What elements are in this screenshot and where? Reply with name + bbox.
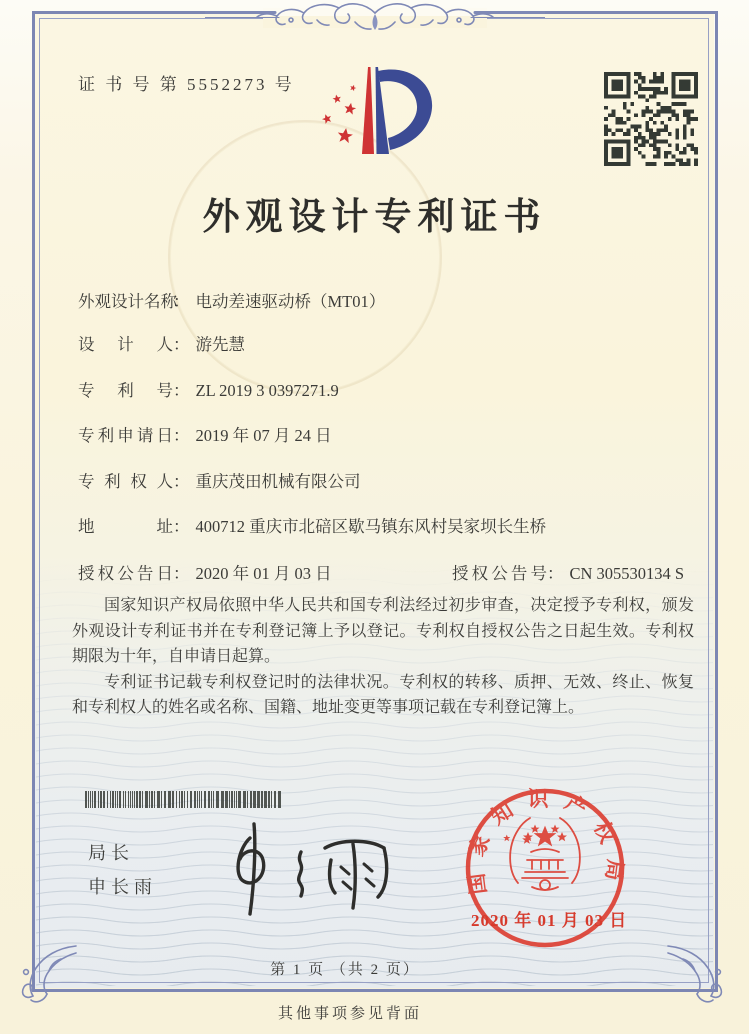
field-value: 2019 年 07 月 24 日	[195, 426, 332, 445]
field-address	[78, 513, 546, 537]
national-emblem-icon	[503, 818, 580, 890]
legal-paragraph-1: 国家知识产权局依照中华人民共和国专利法经过初步审查，决定授予专利权，颁发外观设计专利证书并在专利登记簿上予以登记。专利权自授权公告之日起生效。专利权期限为十年，自申请日起算。	[72, 597, 694, 665]
top-flourish-ornament-icon	[205, 0, 545, 36]
field-label: 外观设计名称	[78, 292, 177, 311]
field-label: 专利权人	[78, 472, 173, 491]
field-design-name	[78, 288, 385, 312]
field-label: 授权公告日	[78, 564, 173, 583]
field-value: 电动差速驱动桥（MT01）	[195, 292, 386, 311]
field-patentee	[78, 468, 361, 492]
legal-paragraph-2: 专利证书记载专利权登记时的法律状况。专利权的转移、质押、无效、终止、恢复和专利权人的姓名或名称、国籍、地址变更等事项记载在专利登记簿上。	[72, 673, 694, 716]
field-grant-date	[78, 564, 332, 583]
colon: ：	[547, 564, 564, 583]
colon: ：	[173, 292, 190, 311]
signer-name: 申长雨	[88, 877, 157, 897]
field-value: 400712 重庆市北碚区歇马镇东风村吴家坝长生桥	[195, 517, 547, 536]
barcode-icon	[85, 791, 285, 808]
colon: ：	[173, 517, 190, 536]
field-value: 游先慧	[195, 335, 245, 354]
field-label: 专利申请日	[78, 426, 173, 445]
field-filing-date	[78, 422, 332, 446]
back-note: 其他事项参见背面	[277, 1006, 422, 1022]
field-value: 2020 年 01 月 03 日	[195, 564, 332, 583]
field-value: ZL 2019 3 0397271.9	[195, 381, 339, 400]
field-patent-number	[78, 377, 339, 401]
field-designer	[78, 331, 245, 355]
page-number: 第 1 页 （共 2 页）	[270, 962, 420, 978]
field-value: CN 305530134 S	[569, 564, 685, 583]
cnipa-logo-icon	[312, 58, 442, 168]
qr-code-icon	[604, 72, 698, 166]
colon: ：	[173, 564, 190, 583]
field-grant-number	[452, 560, 684, 584]
legal-text	[72, 593, 694, 721]
colon: ：	[173, 426, 190, 445]
field-value: 重庆茂田机械有限公司	[195, 472, 361, 491]
colon: ：	[173, 472, 190, 491]
field-grant-row	[78, 560, 698, 584]
certificate-number: 证 书 号 第 5552273 号	[78, 75, 295, 94]
colon: ：	[173, 381, 190, 400]
signer-title: 局长	[88, 843, 134, 863]
seal-date: 2020 年 01 月 03 日	[471, 911, 628, 930]
field-label: 设计人	[78, 335, 173, 354]
signer-block	[88, 836, 157, 904]
certificate-title: 外观设计专利证书	[202, 197, 547, 238]
colon: ：	[173, 335, 190, 354]
seal-agency-text: 国家知识产权局	[462, 787, 628, 896]
field-label: 专利号	[78, 381, 173, 400]
signature-icon	[205, 818, 405, 918]
field-label: 授权公告号	[452, 564, 547, 583]
field-label: 地址	[78, 517, 173, 536]
